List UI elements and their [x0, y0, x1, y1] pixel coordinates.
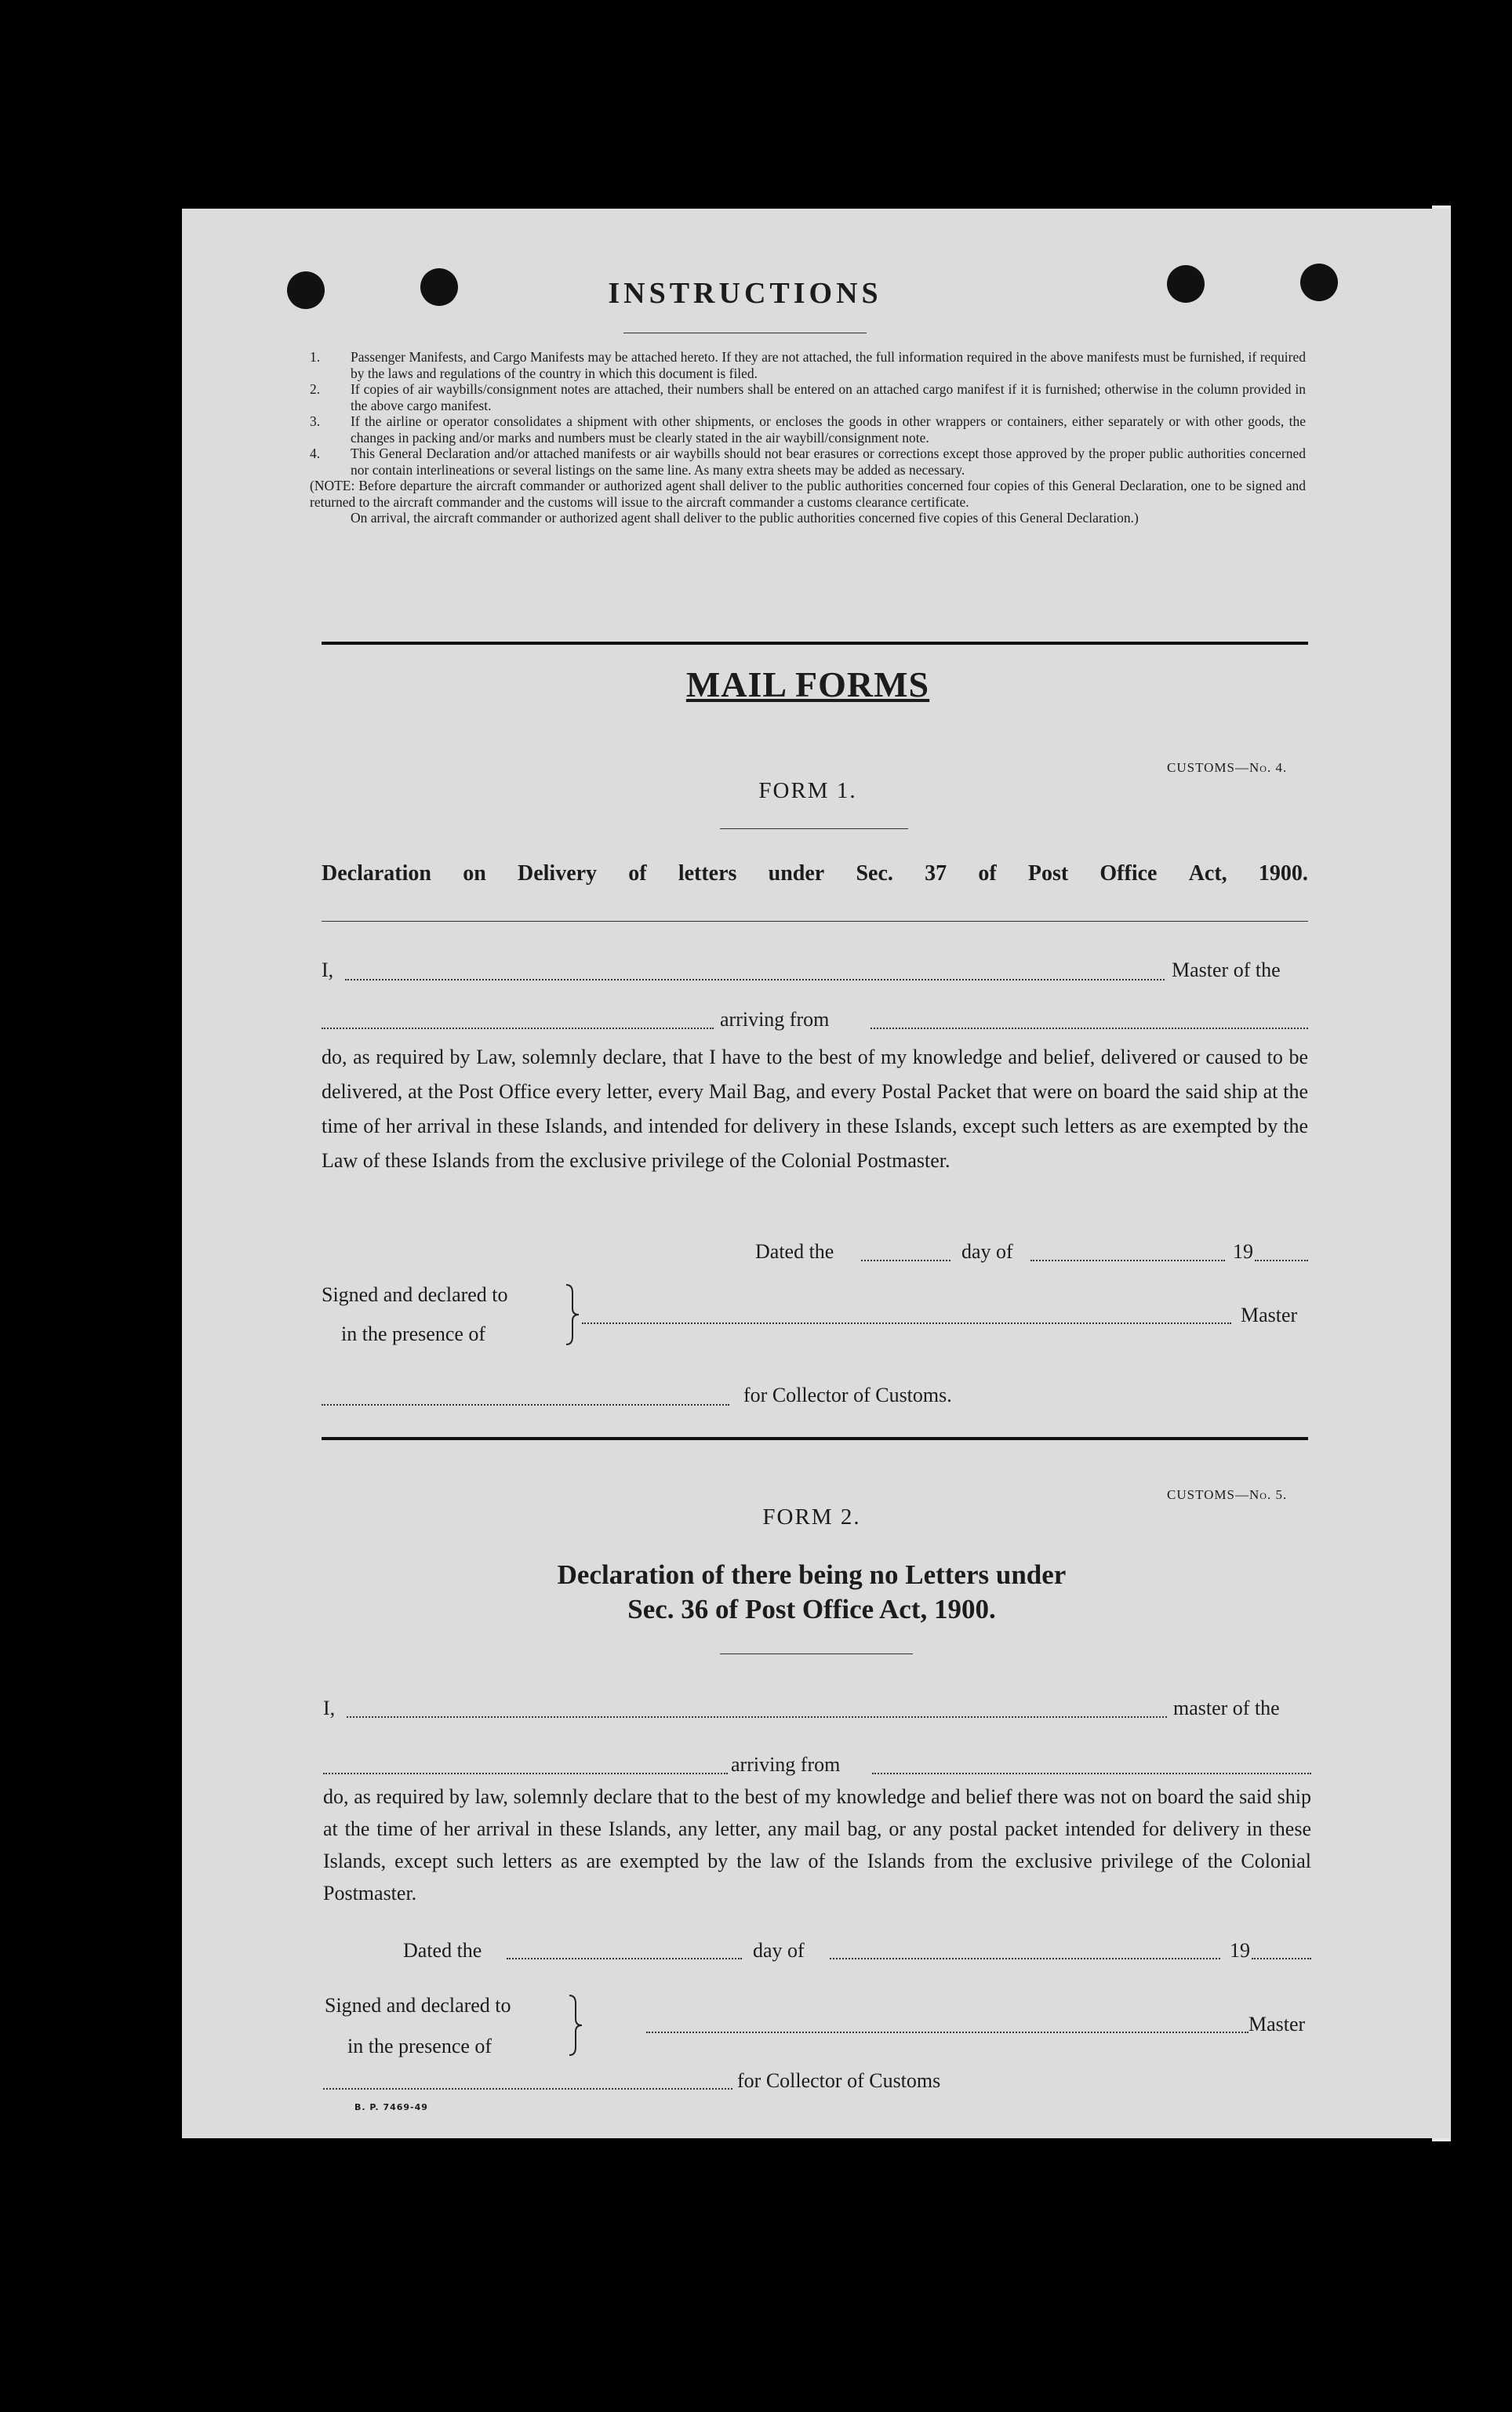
form2-collector-field[interactable] [323, 2088, 732, 2090]
form1-bottom-rule [322, 1437, 1308, 1440]
punch-hole-right-2 [1300, 264, 1338, 301]
form2-year-field[interactable] [1252, 1958, 1311, 1959]
form1-signed-line2: in the presence of [341, 1322, 486, 1345]
form2-signed-line1: Signed and declared to [325, 1994, 511, 2017]
form2-day-of: day of [753, 1939, 805, 1962]
form2-ship-field[interactable] [323, 1773, 728, 1774]
form1-heading: Declaration on Delivery of letters under Sec. 37 of Post Office Act, 1900. [322, 861, 1308, 886]
form1-name-field[interactable] [345, 979, 1165, 980]
print-reference: B. P. 7469-49 [354, 2102, 428, 2112]
form2-master-label: Master [1248, 2013, 1306, 2035]
form1-ship-field[interactable] [322, 1028, 714, 1029]
form2-customs-ref: CUSTOMS—No. 5. [1167, 1487, 1288, 1502]
form1-origin-field[interactable] [870, 1028, 1308, 1029]
form1-collector-label: for Collector of Customs. [743, 1384, 952, 1406]
form2-i-label: I, [323, 1697, 336, 1719]
form2-name-field[interactable] [347, 1716, 1167, 1718]
form1-signed-line1: Signed and declared to [322, 1283, 508, 1306]
form1-brace-icon [563, 1283, 580, 1346]
instruction-item: 2. If copies of air waybills/consignment notes are attached, their numbers shall be entered on an attached cargo manifest if it is furnished; otherwise in the column provided in the above cargo manifest. [310, 381, 1306, 413]
form1-year-prefix: 19 [1233, 1240, 1253, 1263]
form1-dated-the: Dated the [755, 1240, 834, 1263]
form1-heading-rule [322, 921, 1308, 922]
punch-hole-left-1 [287, 271, 325, 309]
form1-year-field[interactable] [1255, 1260, 1308, 1261]
instruction-note-arrival: On arrival, the aircraft commander or authorized agent shall deliver to the public authorities concerned five copies of this General Declaration.) [351, 510, 1139, 526]
form1-label-rule [720, 828, 908, 829]
form2-label: FORM 2. [762, 1504, 861, 1530]
instructions-list [310, 349, 1306, 526]
form2-collector-label: for Collector of Customs [737, 2069, 941, 2092]
form1-collector-field[interactable] [322, 1404, 729, 1406]
form1-date-day-field[interactable] [861, 1260, 950, 1261]
form2-signed-line2: in the presence of [347, 2035, 492, 2057]
mail-forms-title: MAIL FORMS [685, 664, 930, 704]
form2-arriving-from: arriving from [731, 1753, 841, 1776]
form2-heading-rule [720, 1653, 913, 1654]
form1-arriving-from: arriving from [720, 1008, 830, 1031]
form2-master-signature-field[interactable] [646, 2032, 1248, 2033]
form2-year-prefix: 19 [1230, 1939, 1250, 1962]
instruction-item: 1. Passenger Manifests, and Cargo Manifests may be attached hereto. If they are not attached, the full information required in the above manifests must be furnished, if required by the laws and regulations of the country in which this document is filed. [310, 349, 1306, 381]
form2-origin-field[interactable] [872, 1773, 1311, 1774]
form2-date-month-field[interactable] [830, 1958, 1220, 1959]
instruction-item: 4. This General Declaration and/or attached manifests or air waybills should not bear erasures or corrections except those approved by the proper public authorities concerned nor contain interlineations or several listings on the same line. As many extra sheets may be added as necessary. [310, 446, 1306, 478]
form1-day-of: day of [961, 1240, 1013, 1263]
form1-customs-ref: CUSTOMS—No. 4. [1167, 760, 1288, 775]
form2-brace-icon [566, 1994, 583, 2057]
instruction-note: (NOTE: Before departure the aircraft commander or authorized agent shall deliver to the public authorities concerned four copies of this General Declaration, one to be signed and returned to the aircraft commander and the customs will issue to the aircraft commander a customs clearance certificate. [310, 478, 1306, 510]
instruction-item: 3. If the airline or operator consolidates a shipment with other shipments, or encloses the goods in other wrappers or containers, either separately or with other goods, the changes in packing and/or marks and numbers must be clearly stated in the air waybill/consignment note. [310, 413, 1306, 446]
form2-dated-the: Dated the [403, 1939, 482, 1962]
form1-master-label: Master [1241, 1304, 1298, 1326]
form1-date-month-field[interactable] [1030, 1260, 1225, 1261]
form1-master-signature-field[interactable] [582, 1322, 1231, 1324]
form1-master-of-the: Master of the [1172, 959, 1281, 981]
form2-date-day-field[interactable] [507, 1958, 742, 1959]
form1-label: FORM 1. [758, 778, 857, 803]
form2-master-of-the: master of the [1173, 1697, 1280, 1719]
form1-i-label: I, [322, 959, 334, 981]
instructions-bottom-rule [322, 642, 1308, 645]
form2-body: do, as required by law, solemnly declare that to the best of my knowledge and belief there was not on board the said ship at the time of her arrival in these Islands, any letter, any mail bag, or any postal packet intended for delivery in these Islands, except such letters as are exempted by the law of the Islands from the exclusive privilege of the Colonial Postmaster. [323, 1785, 1311, 1904]
form1-body: do, as required by Law, solemnly declare, that I have to the best of my knowledge and belief, delivered or caused to be delivered, at the Post Office every letter, every Mail Bag, and every Postal Packet that were on board the said ship at the time of her arrival in these Islands, and intended for delivery in these Islands, except such letters as are exempted by the Law of these Islands from the exclusive privilege of the Colonial Postmaster. [322, 1046, 1308, 1172]
punch-hole-right-1 [1167, 265, 1205, 303]
punch-hole-left-2 [420, 268, 458, 306]
instructions-title: INSTRUCTIONS [608, 277, 882, 310]
form2-heading: Declaration of there being no Letters under Sec. 36 of Post Office Act, 1900. [557, 1559, 1067, 1624]
